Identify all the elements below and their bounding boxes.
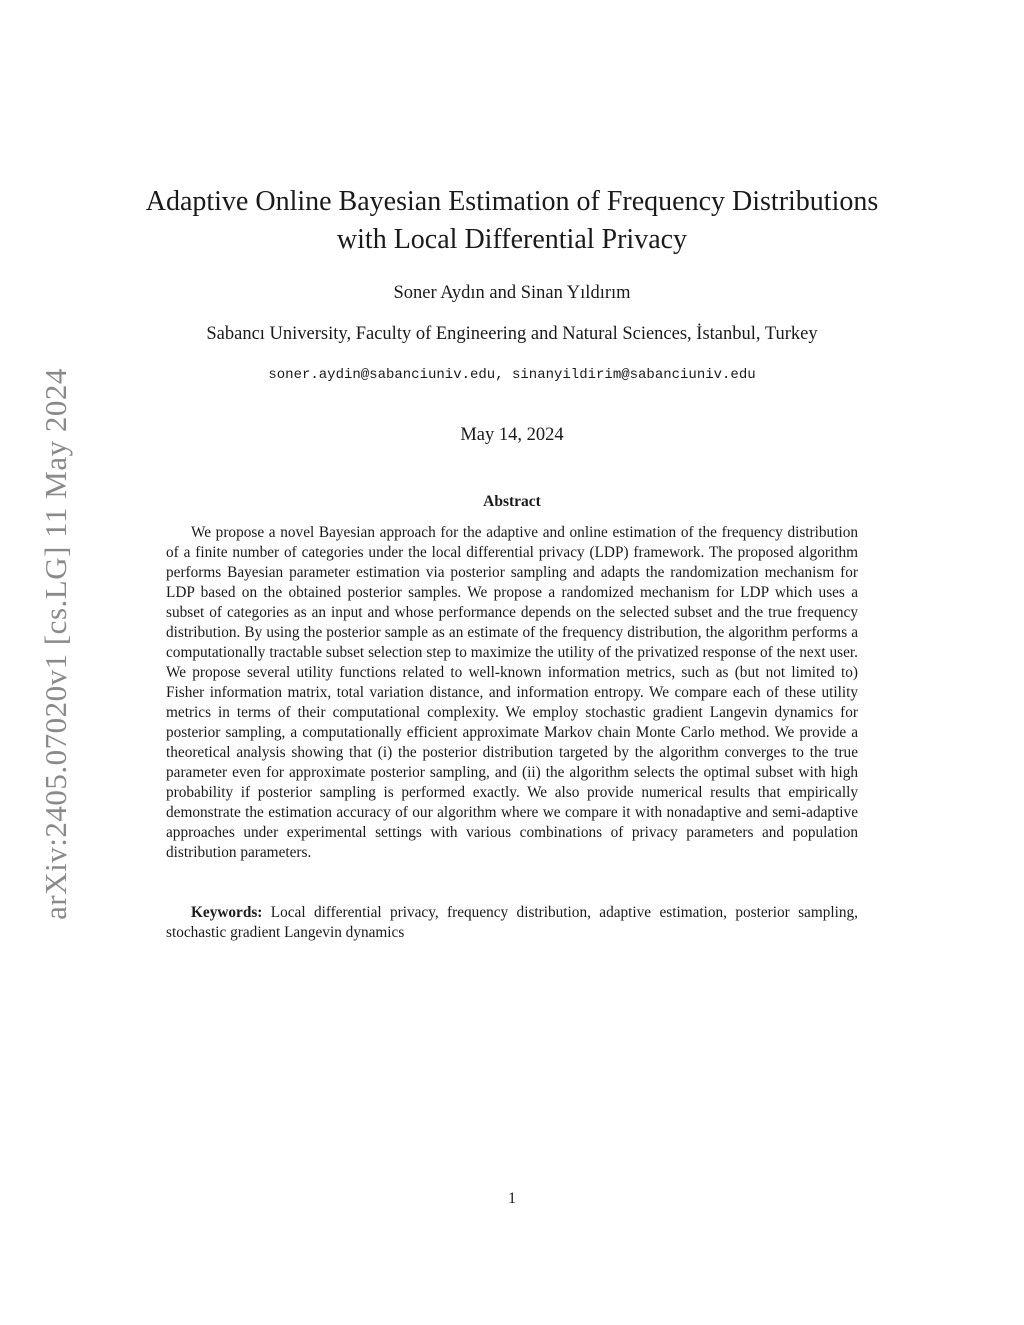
affiliation: Sabancı University, Faculty of Engineering and Natural Sciences, İstanbul, Turkey xyxy=(206,324,818,344)
publication-date: May 14, 2024 xyxy=(460,425,564,445)
page-number: 1 xyxy=(508,1190,516,1207)
paper-title xyxy=(0,183,1024,259)
abstract-heading: Abstract xyxy=(483,493,541,510)
author-list: Soner Aydın and Sinan Yıldırım xyxy=(393,283,631,303)
abstract-body: We propose a novel Bayesian approach for the adaptive and online estimation of the frequency distribution of a finite number of categories under the local differential privacy (LDP) framework. The proposed algorithm performs Bayesian parameter estimation via posterior sampling and adapts the randomization mechanism for LDP based on the obtained posterior samples. We propose a randomized mechanism for LDP which uses a subset of categories as an input and whose performance depends on the selected subset and the true frequency distribution. By using the posterior sample as an estimate of the frequency distribution, the algorithm performs a computationally tractable subset selection step to maximize the utility of the privatized response of the next user. We propose several utility functions related to well-known information metrics, such as (but not limited to) Fisher information matrix, total variation distance, and information entropy. We compare each of these utility metrics in terms of their computational complexity. We employ stochastic gradient Langevin dynamics for posterior sampling, a computationally efficient approximate Markov chain Monte Carlo method. We provide a theoretical analysis showing that (i) the posterior distribution targeted by the algorithm converges to the true parameter even for approximate posterior sampling, and (ii) the algorithm selects the optimal subset with high probability if posterior sampling is performed exactly. We also provide numerical results that empirically demonstrate the estimation accuracy of our algorithm where we compare it with nonadaptive and semi-adaptive approaches under experimental settings with various combinations of privacy parameters and population distribution parameters. xyxy=(166,524,858,861)
arxiv-identifier-stamp: arXiv:2405.07020v1 [cs.LG] 11 May 2024 xyxy=(38,368,73,920)
title-line-2: with Local Differential Privacy xyxy=(336,224,688,255)
keywords-paragraph xyxy=(166,903,858,943)
keywords-label: Keywords: xyxy=(191,904,263,921)
title-line-1: Adaptive Online Bayesian Estimation of Frequency Distributions xyxy=(145,186,879,217)
author-emails: soner.aydin@sabanciuniv.edu, sinanyildirim@sabanciuniv.edu xyxy=(268,367,756,383)
keywords-list: Local differential privacy, frequency distribution, adaptive estimation, posterior sampling, stochastic gradient Langevin dynamics xyxy=(166,904,859,941)
